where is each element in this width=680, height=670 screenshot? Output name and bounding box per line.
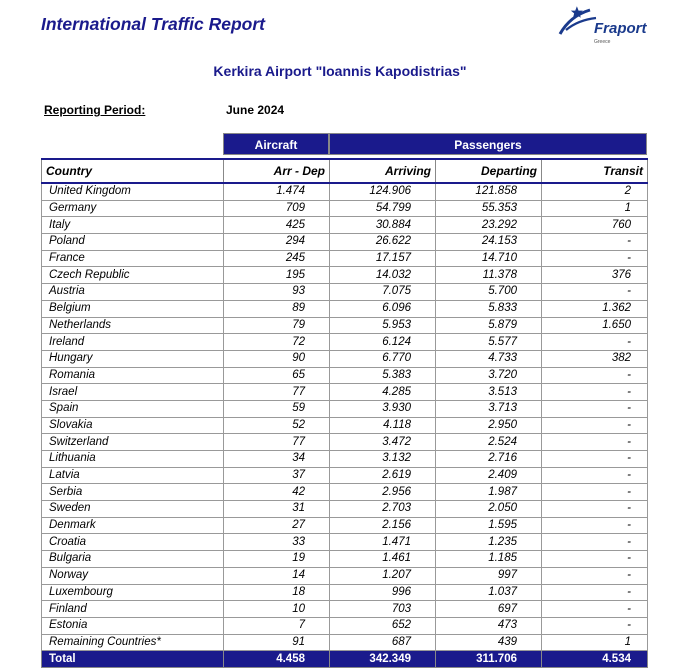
cell-arr-dep: 33 — [224, 534, 330, 551]
cell-arr-dep: 19 — [224, 551, 330, 568]
cell-arr-dep: 72 — [224, 334, 330, 351]
cell-transit: 1 — [542, 634, 648, 651]
cell-arriving: 2.156 — [330, 517, 436, 534]
table-row — [42, 567, 648, 584]
table-row — [42, 400, 648, 417]
table-row — [42, 634, 648, 651]
reporting-period-label: Reporting Period: — [44, 103, 146, 117]
cell-arriving: 3.472 — [330, 434, 436, 451]
cell-transit: - — [542, 434, 648, 451]
cell-country: Norway — [42, 567, 224, 584]
table-row — [42, 267, 648, 284]
cell-country: United Kingdom — [42, 183, 224, 200]
cell-country: Israel — [42, 384, 224, 401]
cell-departing: 4.733 — [436, 350, 542, 367]
cell-country: Belgium — [42, 300, 224, 317]
cell-arriving: 5.953 — [330, 317, 436, 334]
cell-arriving: 1.471 — [330, 534, 436, 551]
table-row — [42, 183, 648, 200]
cell-arriving: 2.619 — [330, 467, 436, 484]
logo-name: Fraport — [594, 20, 647, 37]
report-title: International Traffic Report — [41, 14, 265, 34]
cell-departing: 473 — [436, 617, 542, 634]
cell-country: Estonia — [42, 617, 224, 634]
cell-country: Luxembourg — [42, 584, 224, 601]
cell-transit: - — [542, 551, 648, 568]
cell-departing: 23.292 — [436, 217, 542, 234]
cell-country: Hungary — [42, 350, 224, 367]
cell-arriving: 6.770 — [330, 350, 436, 367]
table-row — [42, 451, 648, 468]
cell-arr-dep: 89 — [224, 300, 330, 317]
cell-transit: - — [542, 284, 648, 301]
cell-transit: 1.362 — [542, 300, 648, 317]
col-header-arriving: Arriving — [330, 159, 436, 183]
table-row — [42, 284, 648, 301]
aircraft-group-header: Aircraft — [223, 133, 329, 155]
table-row — [42, 601, 648, 618]
cell-departing: 1.987 — [436, 484, 542, 501]
table-row — [42, 367, 648, 384]
cell-country: Denmark — [42, 517, 224, 534]
cell-departing: 2.524 — [436, 434, 542, 451]
cell-arr-dep: 34 — [224, 451, 330, 468]
table-row — [42, 551, 648, 568]
cell-departing: 5.833 — [436, 300, 542, 317]
cell-country: Finland — [42, 601, 224, 618]
cell-transit: - — [542, 234, 648, 251]
cell-arr-dep: 10 — [224, 601, 330, 618]
cell-arr-dep: 27 — [224, 517, 330, 534]
cell-arr-dep: 90 — [224, 350, 330, 367]
cell-country: Spain — [42, 400, 224, 417]
cell-arriving: 1.207 — [330, 567, 436, 584]
cell-departing: 11.378 — [436, 267, 542, 284]
cell-departing: 2.050 — [436, 501, 542, 518]
cell-transit: 1.650 — [542, 317, 648, 334]
cell-arr-dep: 425 — [224, 217, 330, 234]
cell-country: Italy — [42, 217, 224, 234]
cell-country: Germany — [42, 200, 224, 217]
cell-arriving: 4.285 — [330, 384, 436, 401]
col-header-transit: Transit — [542, 159, 648, 183]
col-header-departing: Departing — [436, 159, 542, 183]
total-departing: 311.706 — [436, 651, 542, 668]
cell-arriving: 2.703 — [330, 501, 436, 518]
table-row — [42, 434, 648, 451]
cell-arriving: 1.461 — [330, 551, 436, 568]
cell-transit: - — [542, 334, 648, 351]
table-row — [42, 617, 648, 634]
cell-transit: - — [542, 601, 648, 618]
table-header-row — [42, 159, 648, 183]
table-row — [42, 534, 648, 551]
cell-departing: 5.700 — [436, 284, 542, 301]
cell-departing: 55.353 — [436, 200, 542, 217]
cell-arriving: 54.799 — [330, 200, 436, 217]
cell-transit: - — [542, 417, 648, 434]
table-row — [42, 334, 648, 351]
cell-transit: - — [542, 400, 648, 417]
cell-transit: - — [542, 250, 648, 267]
cell-country: Lithuania — [42, 451, 224, 468]
table-row — [42, 501, 648, 518]
cell-arr-dep: 195 — [224, 267, 330, 284]
cell-country: Slovakia — [42, 417, 224, 434]
cell-transit: - — [542, 384, 648, 401]
cell-country: Netherlands — [42, 317, 224, 334]
passengers-group-header: Passengers — [329, 133, 647, 155]
cell-arriving: 30.884 — [330, 217, 436, 234]
cell-country: Ireland — [42, 334, 224, 351]
cell-departing: 5.577 — [436, 334, 542, 351]
cell-arr-dep: 77 — [224, 384, 330, 401]
table-row — [42, 384, 648, 401]
cell-departing: 1.235 — [436, 534, 542, 551]
cell-arriving: 3.132 — [330, 451, 436, 468]
cell-country: Poland — [42, 234, 224, 251]
table-row — [42, 200, 648, 217]
logo-sub: Greece — [594, 39, 611, 45]
cell-arriving: 6.124 — [330, 334, 436, 351]
cell-arriving: 5.383 — [330, 367, 436, 384]
cell-country: Romania — [42, 367, 224, 384]
airport-title: Kerkira Airport "Ioannis Kapodistrias" — [213, 63, 467, 79]
table-row — [42, 584, 648, 601]
cell-arr-dep: 52 — [224, 417, 330, 434]
cell-departing: 1.185 — [436, 551, 542, 568]
cell-transit: 376 — [542, 267, 648, 284]
cell-arriving: 26.622 — [330, 234, 436, 251]
cell-country: Croatia — [42, 534, 224, 551]
cell-country: Austria — [42, 284, 224, 301]
cell-departing: 439 — [436, 634, 542, 651]
cell-country: Serbia — [42, 484, 224, 501]
total-row — [42, 651, 648, 668]
cell-transit: 1 — [542, 200, 648, 217]
cell-departing: 5.879 — [436, 317, 542, 334]
table-body — [42, 183, 648, 651]
total-transit: 4.534 — [542, 651, 648, 668]
col-header-country: Country — [42, 159, 224, 183]
cell-transit: - — [542, 584, 648, 601]
cell-departing: 121.858 — [436, 183, 542, 200]
cell-country: Czech Republic — [42, 267, 224, 284]
fraport-logo — [556, 4, 656, 48]
cell-transit: - — [542, 567, 648, 584]
cell-arr-dep: 79 — [224, 317, 330, 334]
cell-departing: 14.710 — [436, 250, 542, 267]
cell-departing: 2.950 — [436, 417, 542, 434]
cell-transit: - — [542, 484, 648, 501]
table-row — [42, 300, 648, 317]
cell-transit: - — [542, 467, 648, 484]
cell-departing: 2.716 — [436, 451, 542, 468]
cell-arr-dep: 77 — [224, 434, 330, 451]
table-row — [42, 484, 648, 501]
cell-arr-dep: 709 — [224, 200, 330, 217]
cell-departing: 3.713 — [436, 400, 542, 417]
cell-arr-dep: 1.474 — [224, 183, 330, 200]
cell-transit: - — [542, 501, 648, 518]
cell-departing: 24.153 — [436, 234, 542, 251]
cell-arriving: 17.157 — [330, 250, 436, 267]
cell-departing: 697 — [436, 601, 542, 618]
cell-departing: 3.720 — [436, 367, 542, 384]
cell-transit: - — [542, 534, 648, 551]
traffic-table — [41, 158, 648, 668]
total-arr-dep: 4.458 — [224, 651, 330, 668]
cell-arriving: 6.096 — [330, 300, 436, 317]
cell-departing: 1.595 — [436, 517, 542, 534]
table-row — [42, 417, 648, 434]
cell-arr-dep: 14 — [224, 567, 330, 584]
cell-transit: 2 — [542, 183, 648, 200]
cell-arriving: 996 — [330, 584, 436, 601]
cell-arriving: 14.032 — [330, 267, 436, 284]
cell-arriving: 124.906 — [330, 183, 436, 200]
cell-arr-dep: 93 — [224, 284, 330, 301]
cell-arr-dep: 294 — [224, 234, 330, 251]
cell-departing: 2.409 — [436, 467, 542, 484]
cell-arriving: 703 — [330, 601, 436, 618]
cell-country: Sweden — [42, 501, 224, 518]
cell-arr-dep: 59 — [224, 400, 330, 417]
cell-transit: - — [542, 367, 648, 384]
cell-arr-dep: 31 — [224, 501, 330, 518]
cell-country: Remaining Countries* — [42, 634, 224, 651]
cell-arriving: 4.118 — [330, 417, 436, 434]
cell-arr-dep: 245 — [224, 250, 330, 267]
table-row — [42, 517, 648, 534]
cell-arr-dep: 91 — [224, 634, 330, 651]
table-row — [42, 234, 648, 251]
cell-transit: - — [542, 517, 648, 534]
cell-departing: 1.037 — [436, 584, 542, 601]
table-row — [42, 250, 648, 267]
reporting-period-value: June 2024 — [226, 103, 285, 117]
cell-departing: 997 — [436, 567, 542, 584]
col-header-arr-dep: Arr - Dep — [224, 159, 330, 183]
cell-arriving: 3.930 — [330, 400, 436, 417]
total-arriving: 342.349 — [330, 651, 436, 668]
cell-arriving: 7.075 — [330, 284, 436, 301]
cell-arr-dep: 18 — [224, 584, 330, 601]
cell-arriving: 2.956 — [330, 484, 436, 501]
cell-arr-dep: 37 — [224, 467, 330, 484]
total-label: Total — [42, 651, 224, 668]
cell-country: Switzerland — [42, 434, 224, 451]
cell-transit: - — [542, 451, 648, 468]
table-row — [42, 317, 648, 334]
cell-country: Latvia — [42, 467, 224, 484]
cell-transit: 382 — [542, 350, 648, 367]
cell-arriving: 687 — [330, 634, 436, 651]
cell-arriving: 652 — [330, 617, 436, 634]
cell-departing: 3.513 — [436, 384, 542, 401]
cell-country: Bulgaria — [42, 551, 224, 568]
cell-transit: 760 — [542, 217, 648, 234]
cell-arr-dep: 7 — [224, 617, 330, 634]
cell-arr-dep: 42 — [224, 484, 330, 501]
table-row — [42, 467, 648, 484]
cell-transit: - — [542, 617, 648, 634]
table-row — [42, 217, 648, 234]
cell-country: France — [42, 250, 224, 267]
table-row — [42, 350, 648, 367]
cell-arr-dep: 65 — [224, 367, 330, 384]
